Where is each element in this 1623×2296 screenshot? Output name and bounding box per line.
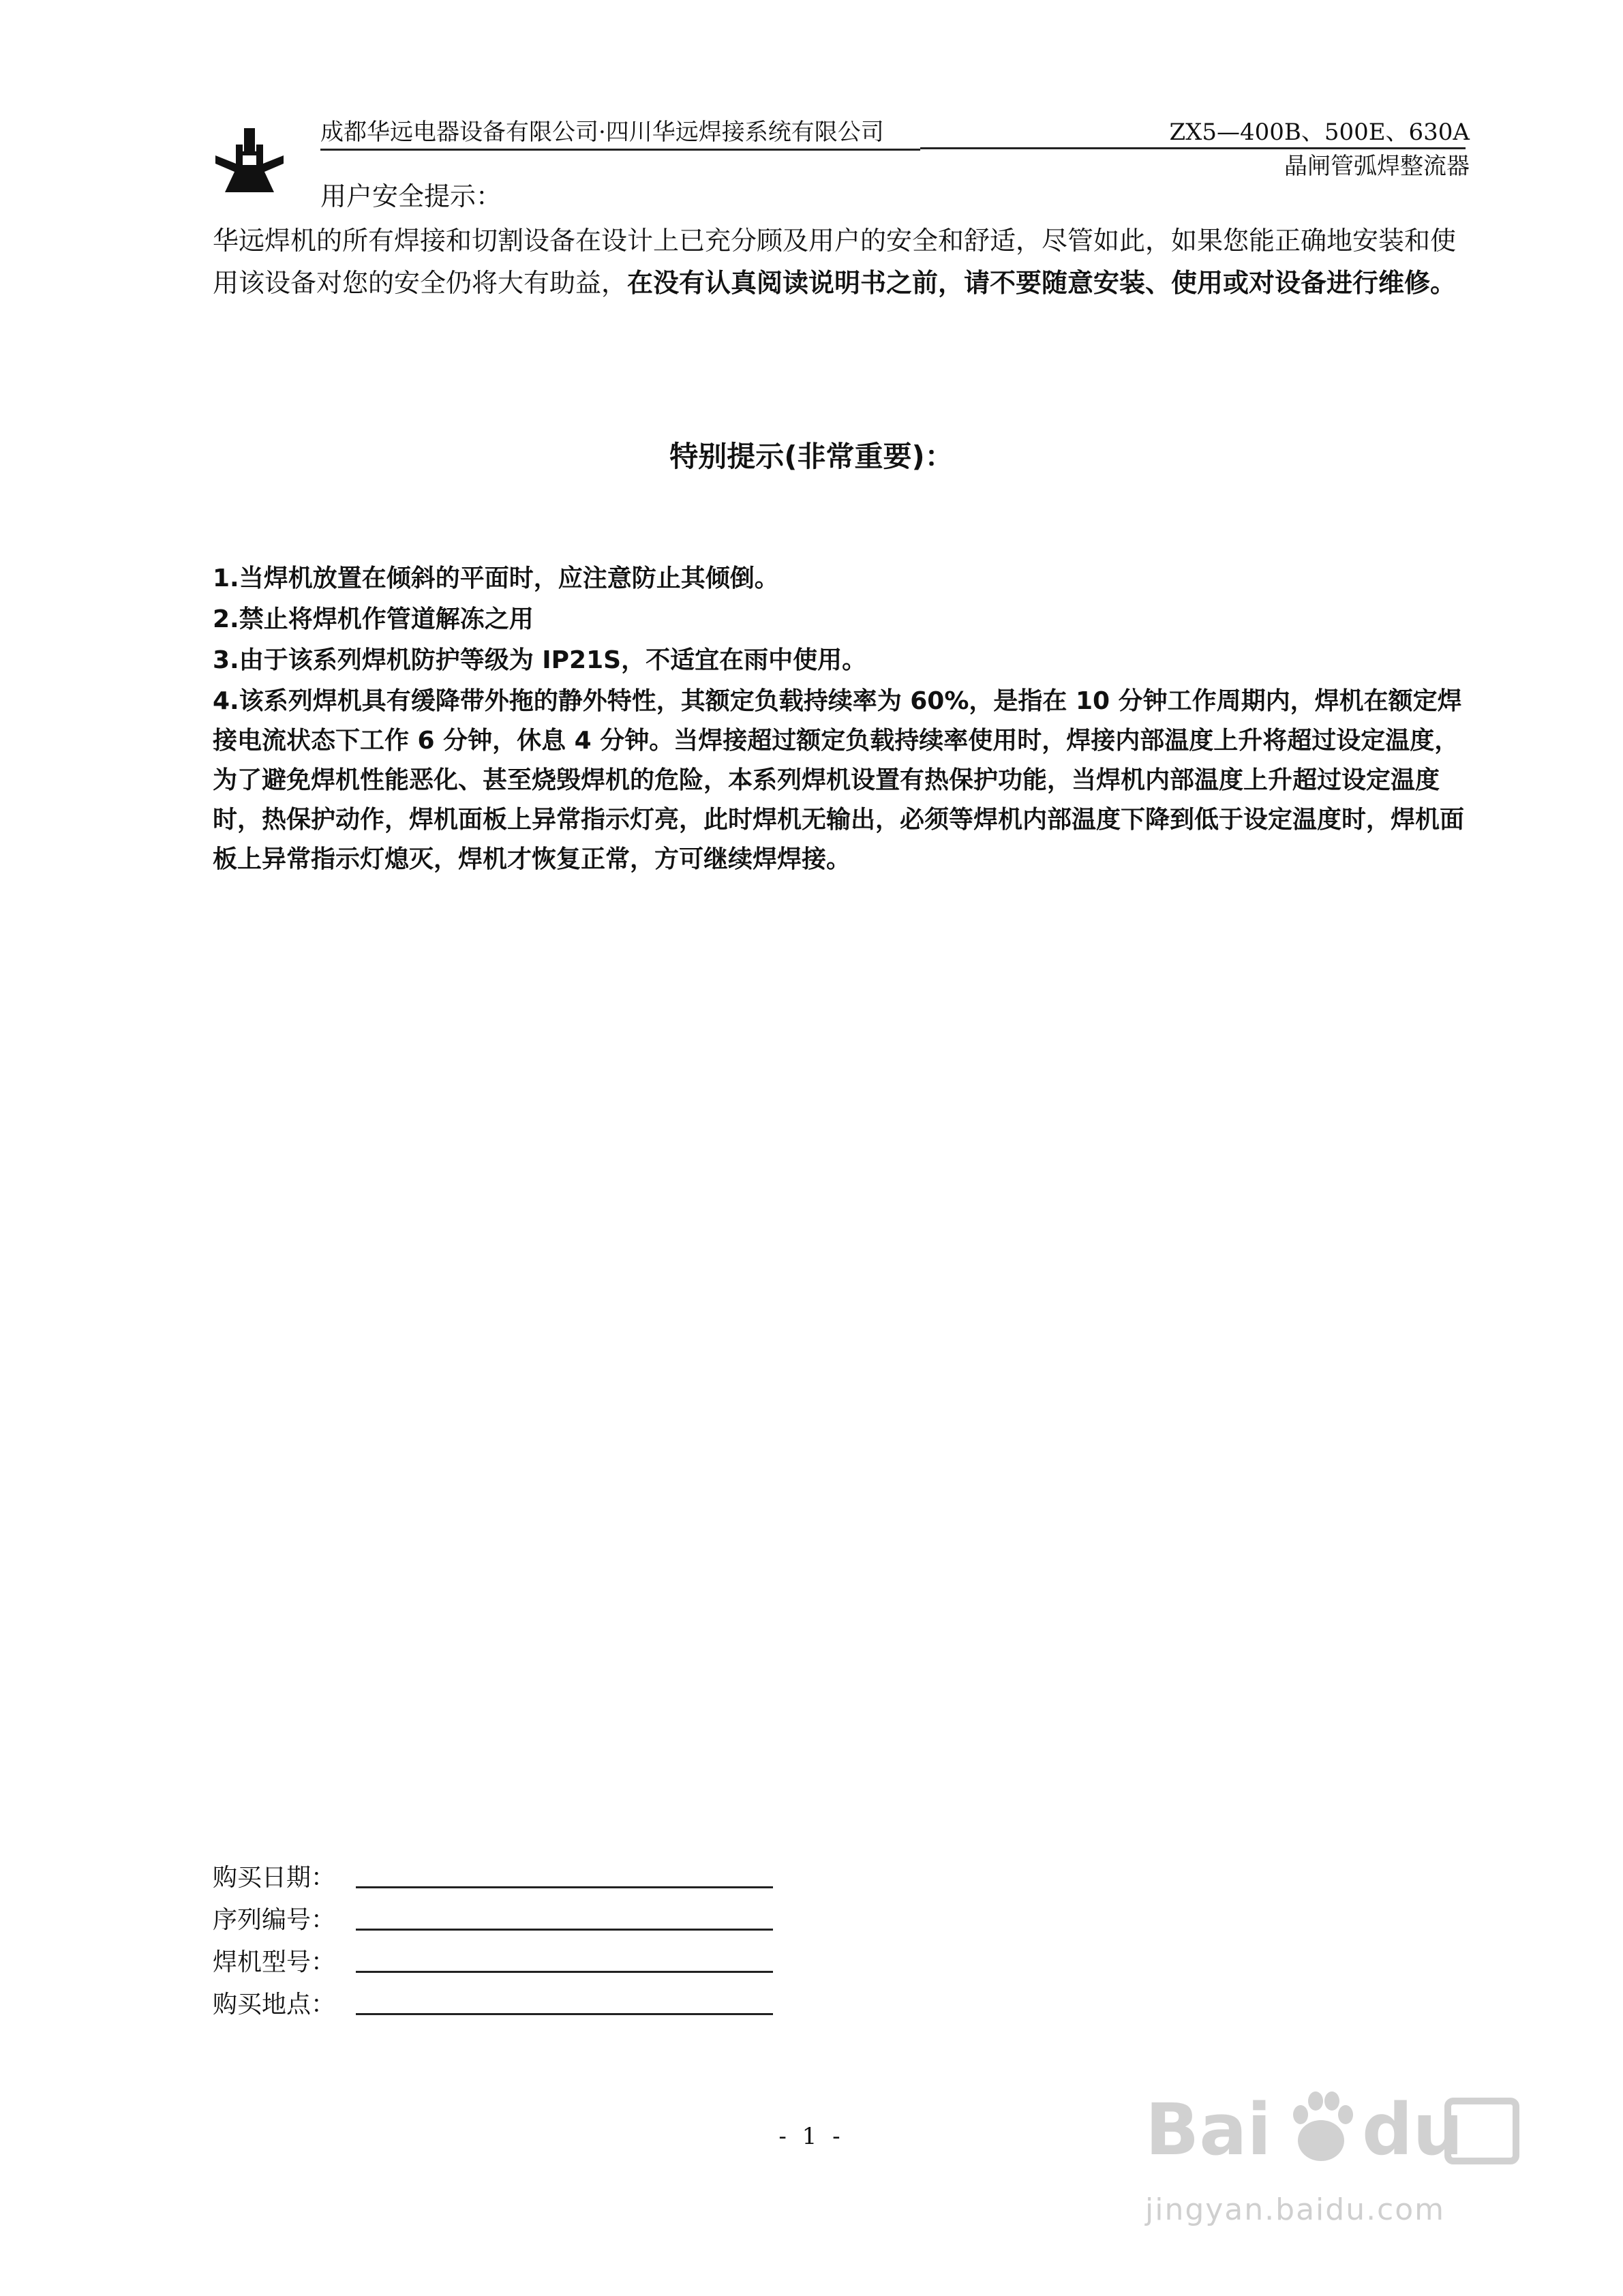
purchase-place-label: 购买地点： (213, 1991, 336, 2019)
safety-title: 用户安全提示： (320, 181, 502, 211)
company-logo (209, 124, 290, 195)
form-row-purchase-date (213, 1853, 773, 1895)
watermark-url: jingyan.baidu.com (1145, 2192, 1446, 2227)
form-row-welder-model (213, 1937, 773, 1980)
safety-text: 华远焊机的所有焊接和切割设备在设计上已充分顾及用户的安全和舒适，尽管如此，如果您能正确地安装和使用该设备对您的安全仍将大有助益， (213, 226, 1457, 298)
special-notice-title: 特别提示(非常重要)： (669, 440, 954, 473)
page-number: - 1 - (778, 2123, 845, 2150)
form-row-serial-number (213, 1895, 773, 1937)
baidu-jingyan-watermark-logo (1145, 2074, 1527, 2183)
serial-number-blank[interactable] (356, 1929, 773, 1931)
safety-paragraph (213, 220, 1471, 304)
form-row-purchase-place (213, 1980, 773, 2022)
safety-warning-bold: 在没有认真阅读说明书之前，请不要随意安装、使用或对设备进行维修。 (627, 268, 1457, 298)
purchase-place-blank[interactable] (356, 2013, 773, 2015)
special-notice-list (213, 559, 1471, 881)
svg-text:du: du (1362, 2088, 1463, 2171)
notice-item: 1.当焊机放置在倾斜的平面时，应注意防止其倾倒。 (213, 564, 779, 592)
svg-text:Bai: Bai (1145, 2088, 1272, 2171)
header-model-numbers: ZX5—400B、500E、630A (1169, 119, 1470, 146)
serial-number-label: 序列编号： (213, 1906, 336, 1934)
notice-item: 2.禁止将焊机作管道解冻之用 (213, 605, 534, 633)
purchase-date-blank[interactable] (356, 1886, 773, 1888)
purchase-date-label: 购买日期： (213, 1864, 336, 1892)
welder-model-label: 焊机型号： (213, 1948, 336, 1976)
purchase-record-form (213, 1853, 773, 2022)
header-product-name: 晶闸管弧焊整流器 (1284, 153, 1470, 180)
welder-model-blank[interactable] (356, 1971, 773, 1973)
header-company-name: 成都华远电器设备有限公司·四川华远焊接系统有限公司 (320, 116, 920, 151)
notice-item: 4.该系列焊机具有缓降带外拖的静外特性，其额定负载持续率为 60%，是指在 10 分钟工作周期内，焊机在额定焊接电流状态下工作 6 分钟，休息 4 分钟。当焊接超过额定负载持续率使用时，焊接内部温度上升将超过设定温度，为了避免焊机性能恶化、甚至烧毁焊机的危险，本系列焊机设置有热保护功能，当焊机内部温度上升超过设定温度时，热保护动作，焊机面板上异常指示灯亮，此时焊机无输出，必须等焊机内部温度下降到低于设定温度时，焊机面板上异常指示灯熄灭，焊机才恢复正常，方可继续焊焊接。 (213, 687, 1465, 873)
notice-item: 3.由于该系列焊机防护等级为 IP21S，不适宜在雨中使用。 (213, 646, 867, 674)
